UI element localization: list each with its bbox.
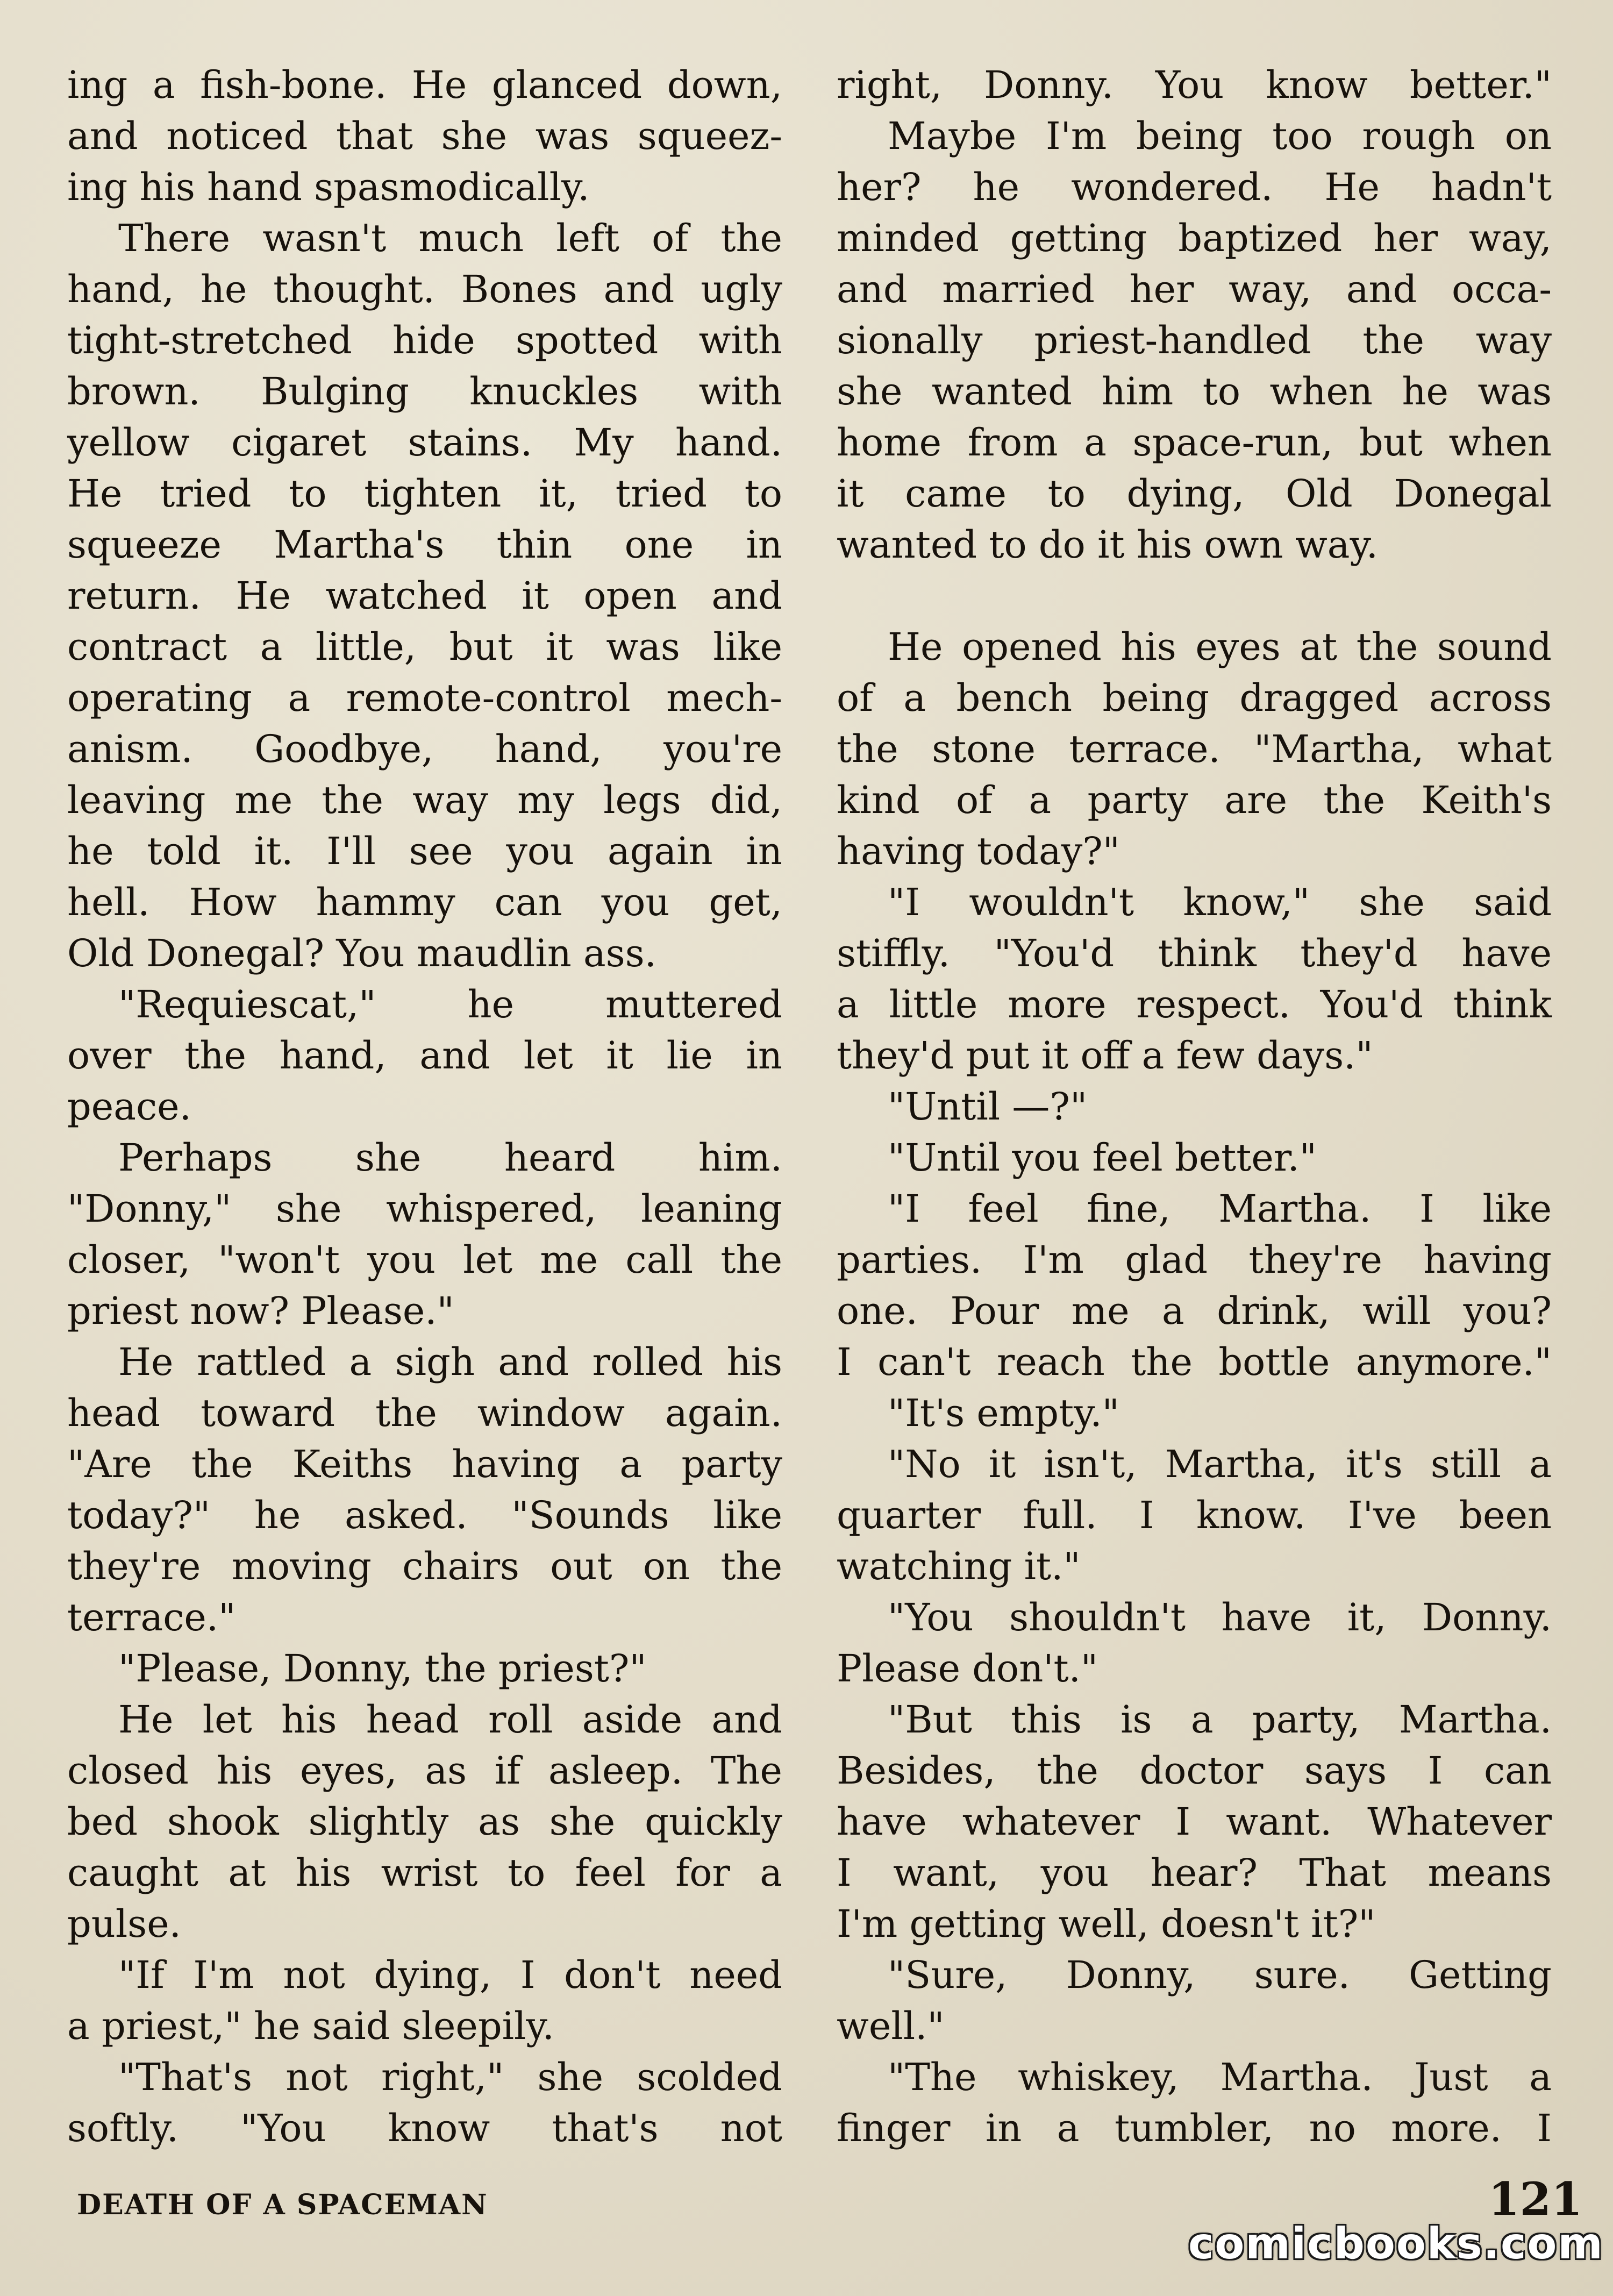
- text-line: they'd put it off a few days.": [837, 1033, 1373, 1078]
- text-line: "I wouldn't know," she said: [888, 880, 1552, 924]
- text-line: stiffly. "You'd think they'd have: [837, 931, 1552, 975]
- text-line: I want, you hear? That means: [837, 1851, 1552, 1895]
- text-line: kind of a party are the Keith's: [837, 778, 1552, 822]
- text-line: caught at his wrist to feel for a: [67, 1851, 782, 1895]
- text-line: "If I'm not dying, I don't need: [118, 1953, 782, 1997]
- text-line: priest now? Please.": [67, 1289, 454, 1333]
- text-line: and married her way, and occa-: [837, 267, 1552, 311]
- text-line: "No it isn't, Martha, it's still a: [888, 1442, 1552, 1486]
- text-line: Old Donegal? You maudlin ass.: [67, 931, 656, 975]
- text-line: ing his hand spasmodically.: [67, 165, 590, 209]
- text-line: having today?": [837, 829, 1120, 873]
- text-line: "Are the Keiths having a party: [67, 1442, 782, 1486]
- text-line: a priest," he said sleepily.: [67, 2004, 554, 2048]
- text-line: over the hand, and let it lie in: [67, 1033, 782, 1078]
- text-line: and noticed that she was squeez-: [67, 114, 782, 158]
- text-line: he told it. I'll see you again in: [67, 829, 782, 873]
- text-line: yellow cigaret stains. My hand.: [67, 420, 782, 465]
- text-line: "Until you feel better.": [888, 1136, 1317, 1180]
- text-line: head toward the window again.: [67, 1391, 782, 1435]
- text-line: "Donny," she whispered, leaning: [67, 1187, 782, 1231]
- text-line: softly. "You know that's not: [67, 2106, 782, 2150]
- text-line: "But this is a party, Martha.: [888, 1698, 1552, 1742]
- text-line: her? he wondered. He hadn't: [837, 165, 1552, 209]
- text-line: ing a fish-bone. He glanced down,: [67, 63, 782, 107]
- text-line: right, Donny. You know better.": [837, 63, 1552, 107]
- text-line: she wanted him to when he was: [837, 369, 1552, 413]
- running-footer-title: DEATH OF A SPACEMAN: [77, 2188, 488, 2221]
- text-line: I'm getting well, doesn't it?": [837, 1902, 1376, 1946]
- text-line: terrace.": [67, 1595, 236, 1639]
- text-line: wanted to do it his own way.: [837, 523, 1379, 567]
- text-line: Perhaps she heard him.: [118, 1136, 782, 1180]
- text-line: the stone terrace. "Martha, what: [837, 727, 1552, 771]
- text-line: leaving me the way my legs did,: [67, 778, 782, 822]
- text-line: anism. Goodbye, hand, you're: [67, 727, 782, 771]
- text-line: "It's empty.": [888, 1391, 1119, 1435]
- text-line: "Please, Donny, the priest?": [118, 1646, 647, 1691]
- page-number: 121: [1488, 2172, 1583, 2226]
- text-line: minded getting baptized her way,: [837, 216, 1552, 260]
- text-line: peace.: [67, 1085, 191, 1129]
- text-line: "Requiescat," he muttered: [118, 982, 782, 1026]
- watermark: comicbooks.com: [1188, 2219, 1604, 2269]
- text-line: one. Pour me a drink, will you?: [837, 1289, 1552, 1333]
- text-line: they're moving chairs out on the: [67, 1544, 782, 1588]
- text-line: "Until —?": [888, 1085, 1088, 1129]
- text-line: He let his head roll aside and: [118, 1698, 782, 1742]
- text-line: return. He watched it open and: [67, 574, 782, 618]
- text-line: He rattled a sigh and rolled his: [118, 1340, 782, 1384]
- text-line: sionally priest-handled the way: [837, 318, 1552, 362]
- text-line: tight-stretched hide spotted with: [67, 318, 782, 362]
- text-line: hell. How hammy can you get,: [67, 880, 782, 924]
- text-line: it came to dying, Old Donegal: [837, 472, 1552, 516]
- text-line: have whatever I want. Whatever: [837, 1800, 1552, 1844]
- text-line: operating a remote-control mech-: [67, 676, 782, 720]
- text-line: closed his eyes, as if asleep. The: [67, 1749, 782, 1793]
- text-line: He opened his eyes at the sound: [888, 625, 1552, 669]
- text-line: "You shouldn't have it, Donny.: [888, 1595, 1552, 1639]
- text-line: closer, "won't you let me call the: [67, 1238, 782, 1282]
- text-line: Maybe I'm being too rough on: [888, 114, 1552, 158]
- text-line: hand, he thought. Bones and ugly: [67, 267, 782, 311]
- text-line: squeeze Martha's thin one in: [67, 523, 782, 567]
- text-line: Please don't.": [837, 1646, 1098, 1691]
- text-line: "The whiskey, Martha. Just a: [888, 2055, 1552, 2099]
- text-line: brown. Bulging knuckles with: [67, 369, 782, 413]
- text-line: a little more respect. You'd think: [837, 982, 1552, 1026]
- text-line: today?" he asked. "Sounds like: [67, 1493, 782, 1537]
- text-line: finger in a tumbler, no more. I: [837, 2106, 1552, 2150]
- text-line: parties. I'm glad they're having: [837, 1238, 1552, 1282]
- text-line: "Sure, Donny, sure. Getting: [888, 1953, 1552, 1997]
- text-line: contract a little, but it was like: [67, 625, 782, 669]
- text-line: well.": [837, 2004, 945, 2048]
- text-line: He tried to tighten it, tried to: [67, 472, 782, 516]
- text-line: Besides, the doctor says I can: [837, 1749, 1552, 1793]
- text-line: There wasn't much left of the: [118, 216, 782, 260]
- text-line: watching it.": [837, 1544, 1081, 1588]
- text-line: bed shook slightly as she quickly: [67, 1800, 782, 1844]
- text-line: quarter full. I know. I've been: [837, 1493, 1552, 1537]
- text-line: I can't reach the bottle anymore.": [837, 1340, 1552, 1384]
- text-line: home from a space-run, but when: [837, 420, 1552, 465]
- text-line: pulse.: [67, 1902, 181, 1946]
- text-line: "That's not right," she scolded: [118, 2055, 782, 2099]
- text-line: "I feel fine, Martha. I like: [888, 1187, 1552, 1231]
- text-line: of a bench being dragged across: [837, 676, 1552, 720]
